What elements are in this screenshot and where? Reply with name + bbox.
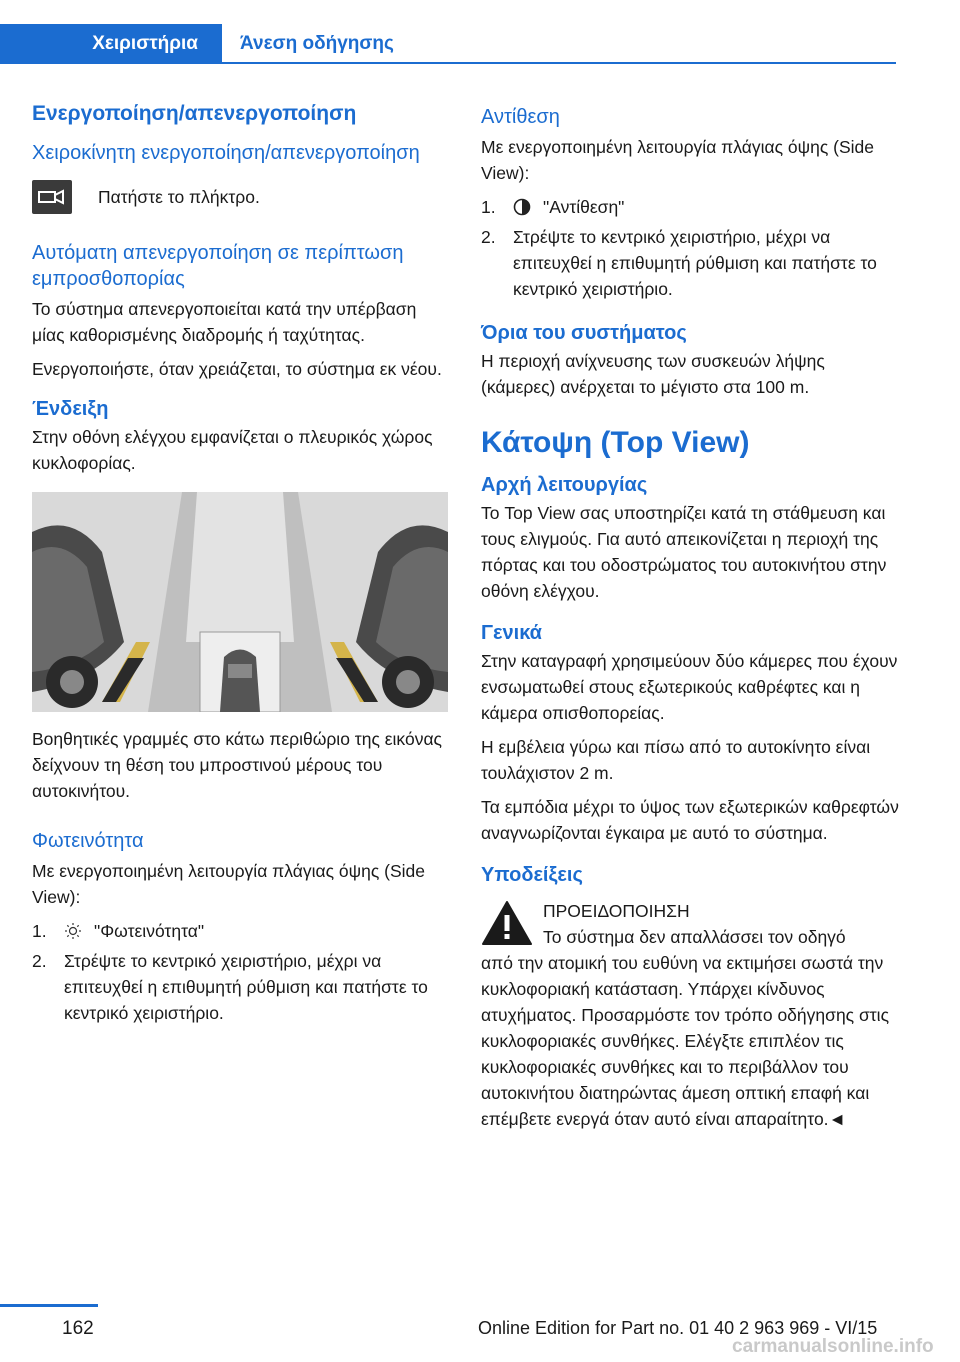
general-text-range: Η εμβέλεια γύρω και πίσω από το αυτοκίνητο είναι τουλάχιστον 2 m. bbox=[481, 737, 871, 783]
contrast-heading: Αντίθεση bbox=[481, 106, 560, 128]
system-limits-text: Η περιοχή ανίχνευσης των συσκευών λήψης (κάμερες) ανέρχεται το μέγιστο στα 100 m. bbox=[481, 351, 825, 397]
watermark: carmanualsonline.info bbox=[732, 1336, 934, 1357]
warning-label: ΠΡΟΕΙΔΟΠΟΙΗΣΗ bbox=[543, 901, 690, 921]
guide-lines-text: Βοηθητικές γραμμές στο κάτω περιθώριο της εικόνας δείχνουν τη θέση του μπροστινού μέρους του αυτοκινήτου. bbox=[32, 729, 442, 801]
edition-text: Online Edition for Part no. 01 40 2 963 969 - VI/15 bbox=[478, 1318, 878, 1338]
manual-heading: Χειροκίνητη ενεργοποίηση/απενεργοποίηση bbox=[32, 142, 420, 164]
contrast-intro: Με ενεργοποιημένη λειτουργία πλάγιας όψης (Side View): bbox=[481, 137, 874, 183]
notes-heading: Υποδείξεις bbox=[481, 864, 583, 886]
general-text-obstacles: Τα εμπόδια μέχρι το ύψος των εξωτερικών καθρεφτών αναγνωρίζονται έγκαιρα με αυτό το σύστημα. bbox=[481, 797, 899, 843]
auto-off-text: Το σύστημα απενεργοποιείται κατά την υπέρβαση μίας καθορισμένης διαδρομής ή ταχύτητας. bbox=[32, 299, 417, 345]
list-item: 2. Στρέψτε το κεντρικό χειριστήριο, μέχρι να επιτευχθεί η επιθυμητή ρύθμιση και πατήστε το κεντρικό χειριστήριο. bbox=[32, 951, 428, 1023]
principle-heading: Αρχή λειτουργίας bbox=[481, 474, 648, 496]
press-key-row bbox=[32, 180, 452, 218]
top-view-heading: Κάτοψη (Top View) bbox=[481, 426, 750, 459]
warning-triangle-icon bbox=[481, 900, 533, 946]
brightness-intro: Με ενεργοποιημένη λειτουργία πλάγιας όψης (Side View): bbox=[32, 861, 425, 907]
section-title: Ενεργοποίηση/απενεργοποίηση bbox=[32, 102, 357, 125]
side-view-key-icon bbox=[32, 180, 72, 214]
auto-off-heading: Αυτόματη απενεργοποίηση σε περίπτωση εμπροσθοπορίας bbox=[32, 242, 404, 290]
brightness-option-label: "Φωτεινότητα" bbox=[94, 921, 205, 941]
system-limits-heading: Όρια του συστήματος bbox=[481, 322, 687, 344]
header-rule bbox=[0, 62, 896, 64]
contrast-steps bbox=[481, 194, 901, 302]
section-tab-controls[interactable]: Χειριστήρια bbox=[0, 24, 222, 64]
press-key-text: Πατήστε το πλήκτρο. bbox=[98, 187, 260, 207]
reactivate-text: Ενεργοποιήστε, όταν χρειάζεται, το σύστημα εκ νέου. bbox=[32, 359, 442, 379]
brightness-icon bbox=[64, 922, 82, 940]
brightness-heading: Φωτεινότητα bbox=[32, 830, 144, 852]
general-text-cameras: Στην καταγραφή χρησιμεύουν δύο κάμερες που έχουν ενσωματωθεί στους εξωτερικούς καθρέφτες και η κάμερα οπισθοπορείας. bbox=[481, 651, 898, 723]
principle-text: Το Top View σας υποστηρίζει κατά τη στάθμευση και τους ελιγμούς. Για αυτό απεικονίζεται η περιοχή της πόρτας και του οδοστρώματος του αυτοκινήτου στην οθόνη ελέγχου. bbox=[481, 503, 887, 601]
footer-rule bbox=[0, 1304, 98, 1307]
contrast-icon bbox=[513, 198, 531, 216]
warning-body: από την ατομική του ευθύνη να εκτιμήσει σωστά την κυκλοφοριακή κατάσταση. Υπάρχει κίνδυνος ατυχήματος. Προσαρμόστε τον τρόπο οδήγησης στις κυκλοφοριακές συνθήκες. Ελέγξτε επιπλέον τις κυκλοφοριακές συνθήκες και το περιβάλλον του αυτοκινήτου διατηρώντας άμεση οπτική επαφή και επέμβετε ενεργά όταν αυτό είναι απαραίτητο.◄ bbox=[481, 953, 890, 1129]
right-column bbox=[481, 100, 901, 1132]
warning-block bbox=[481, 898, 901, 950]
list-item: 1. "Φωτεινότητα" bbox=[32, 921, 205, 941]
list-item: 2. Στρέψτε το κεντρικό χειριστήριο, μέχρι να επιτευχθεί η επιθυμητή ρύθμιση και πατήστε το κεντρικό χειριστήριο. bbox=[481, 227, 877, 299]
contrast-option-label: "Αντίθεση" bbox=[543, 197, 625, 217]
brightness-steps bbox=[32, 918, 452, 1026]
display-heading: Ένδειξη bbox=[32, 398, 109, 420]
display-text: Στην οθόνη ελέγχου εμφανίζεται ο πλευρικός χώρος κυκλοφορίας. bbox=[32, 427, 433, 473]
warning-first-line: Το σύστημα δεν απαλλάσσει τον οδηγό bbox=[543, 927, 846, 947]
page-number: 162 bbox=[62, 1318, 94, 1339]
side-view-illustration bbox=[32, 492, 448, 712]
left-column bbox=[32, 100, 452, 1036]
general-heading: Γενικά bbox=[481, 622, 542, 644]
section-tab-driving-comfort[interactable]: Άνεση οδήγησης bbox=[240, 33, 394, 54]
page-header bbox=[0, 0, 960, 64]
list-item: 1. "Αντίθεση" bbox=[481, 197, 625, 217]
